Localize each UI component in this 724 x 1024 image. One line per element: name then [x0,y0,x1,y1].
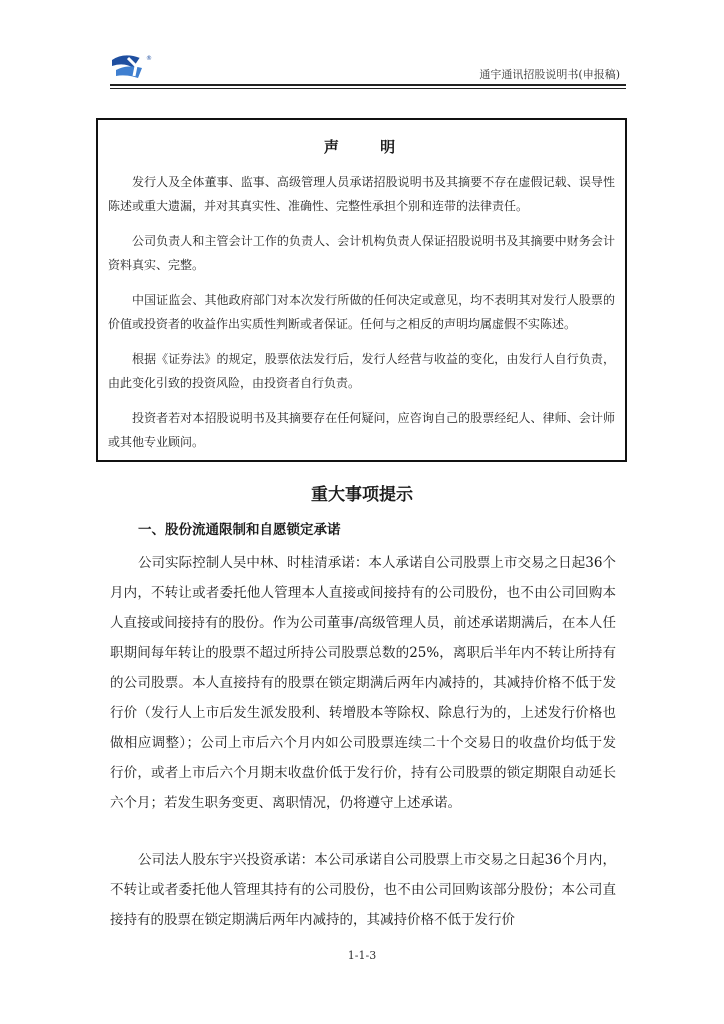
registered-mark: ® [146,55,152,62]
declaration-paragraph: 中国证监会、其他政府部门对本次发行所做的任何决定或意见，均不表明其对发行人股票的价值或投资者的收益作出实质性判断或者保证。任何与之相反的声明均属虚假不实陈述。 [108,293,615,331]
declaration-paragraph: 发行人及全体董事、监事、高级管理人员承诺招股说明书及其摘要不存在虚假记载、误导性陈述或重大遗漏，并对其真实性、准确性、完整性承担个别和连带的法律责任。 [108,175,615,213]
body-paragraph: 公司实际控制人吴中林、时桂清承诺：本人承诺自公司股票上市交易之日起36个月内，不转让或者委托他人管理本人直接或间接持有的公司股份，也不由公司回购本人直接或间接持有的股份。作为公司董事/高级管理人员，前述承诺期满后，在本人任职期间每年转让的股票不超过所持公司股票总数的25%，离职后半年内不转让所持有的公司股票。本人直接持有的股票在锁定期满后两年内减持的，其减持价格不低于发行价（发行人上市后发生派发股利、转增股本等除权、除息行为的，上述发行价格也做相应调整）；公司上市后六个月内如公司股票连续二十个交易日的收盘价均低于发行价，或者上市后六个月期末收盘价低于发行价，持有公司股票的锁定期限自动延长六个月；若发生职务变更、离职情况，仍将遵守上述承诺。 [110,555,616,811]
declaration-paragraph: 投资者若对本招股说明书及其摘要存在任何疑问，应咨询自己的股票经纪人、律师、会计师或其他专业顾问。 [108,411,615,449]
section-title: 重大事项提示 [311,485,413,505]
declaration-paragraph: 根据《证券法》的规定，股票依法发行后，发行人经营与收益的变化，由发行人自行负责，由此变化引致的投资风险，由投资者自行负责。 [108,352,615,390]
document-header-title: 通宇通讯招股说明书(申报稿) [479,68,620,81]
body-paragraph: 公司法人股东宇兴投资承诺：本公司承诺自公司股票上市交易之日起36个月内，不转让或者委托他人管理其持有的公司股份，也不由公司回购该部分股份；本公司直接持有的股票在锁定期满后两年内减持的，其减持价格不低于发行价 [110,852,616,928]
company-logo-icon [110,52,154,80]
declaration-title: 声 明 [323,138,414,156]
declaration-paragraph: 公司负责人和主管会计工作的负责人、会计机构负责人保证招股说明书及其摘要中财务会计资料真实、完整。 [108,234,615,272]
section-subtitle: 一、股份流通限制和自愿锁定承诺 [138,522,341,538]
declaration-box [96,118,627,462]
header-divider-thin [110,88,626,89]
header-divider [110,84,626,86]
page-number: 1-1-3 [347,949,377,962]
